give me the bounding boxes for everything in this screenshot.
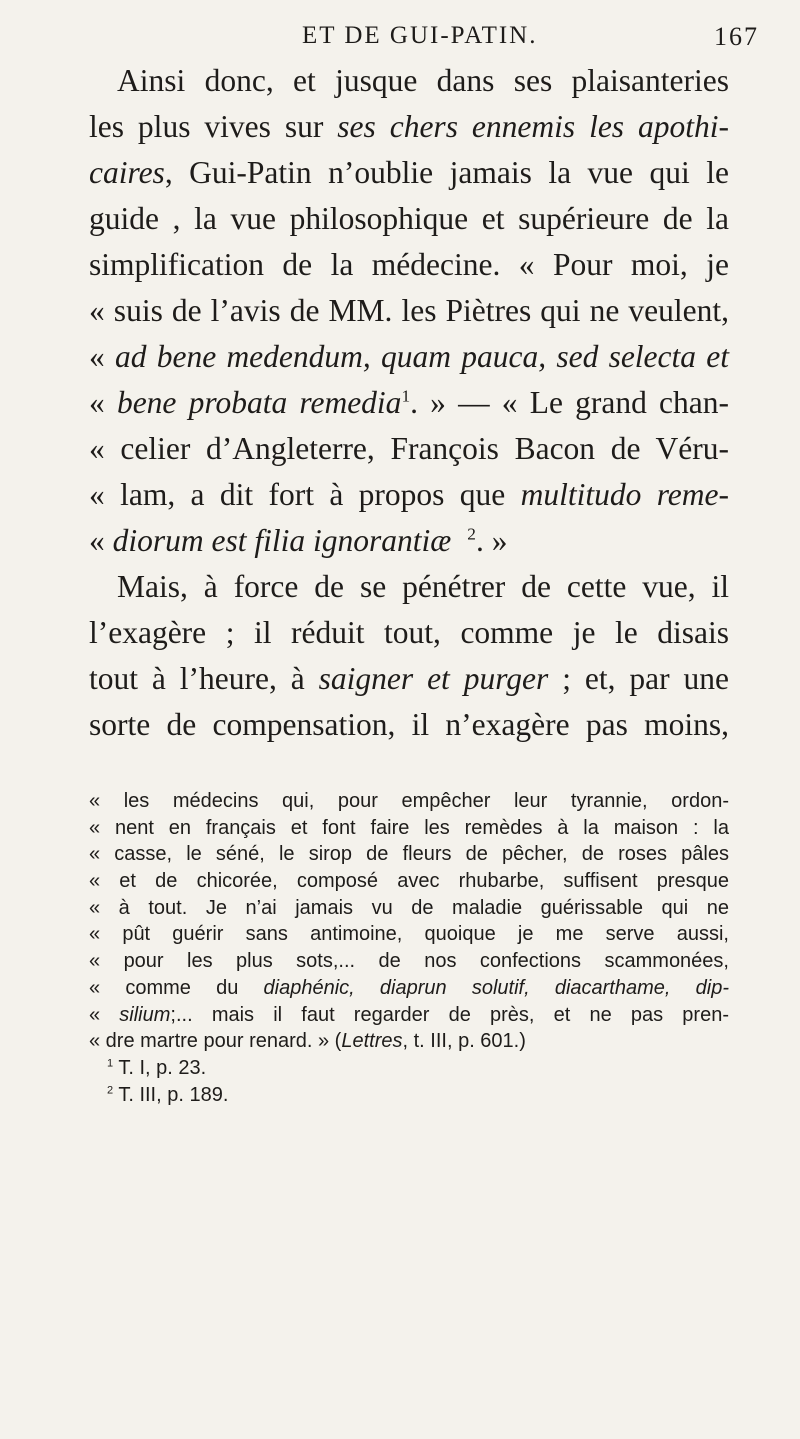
text-line: « ad bene medendum, quam pauca, sed selecta et: [89, 339, 729, 374]
text-line: Ainsi donc, et jusque dans ses plaisanteries: [117, 63, 729, 98]
note-line: « à tout. Je n’ai jamais vu de maladie guérissable qui ne: [89, 896, 729, 919]
text-line: simplification de la médecine. « Pour moi, je: [89, 247, 729, 282]
text-line: l’exagère ; il réduit tout, comme je le disais: [89, 615, 729, 650]
note-line: « pour les plus sots,... de nos confections scammonées,: [89, 950, 729, 973]
page-number: 167: [714, 22, 759, 51]
text-line: « diorum est filia ignorantiæ $^2$. »: [89, 523, 508, 558]
footnote-ref: 2: [467, 524, 476, 544]
note-line: « nent en français et font faire les remèdes à la maison : la: [89, 816, 729, 839]
footnote-2: $^2$ T. III, p. 189.: [107, 1083, 229, 1106]
text-line: Mais, à force de se pénétrer de cette vue, il: [117, 569, 729, 604]
text-line: les plus vives sur ses chers ennemis les apothi-: [89, 109, 729, 144]
text-line: tout à l’heure, à saigner et purger ; et, par une: [89, 661, 730, 696]
page-header: [0, 22, 800, 62]
footnote-mark: 1: [107, 1057, 114, 1070]
note-line: « silium;... mais il faut regarder de près, et ne pas pren-: [89, 1003, 729, 1026]
main-text: [89, 58, 729, 748]
note-line: « comme du diaphénic, diaprun solutif, diacarthame, dip-: [89, 976, 729, 999]
note-line: « dre martre pour renard. » (Lettres, t. III, p. 601.): [89, 1030, 526, 1053]
text-line: caires, Gui-Patin n’oublie jamais la vue qui le: [89, 155, 729, 190]
footnote-mark: 2: [107, 1083, 114, 1096]
text-line: « suis de l’avis de MM. les Piètres qui ne veulent,: [89, 293, 729, 328]
footnote-1: $^1$ T. I, p. 23.: [107, 1056, 207, 1079]
note-line: « casse, le séné, le sirop de fleurs de pêcher, de roses pâles: [89, 843, 729, 866]
text-line: guide , la vue philosophique et supérieure de la: [89, 201, 729, 236]
note-line: « et de chicorée, composé avec rhubarbe, suffisent presque: [89, 870, 729, 893]
text-line: « celier d’Angleterre, François Bacon de Véru-: [89, 431, 729, 466]
footnotes: [89, 788, 729, 1108]
note-line: « pût guérir sans antimoine, quoique je me serve aussi,: [89, 923, 729, 946]
text-line: sorte de compensation, il n’exagère pas moins,: [89, 707, 729, 742]
footnote-ref: 1: [401, 386, 411, 406]
text-line: « lam, a dit fort à propos que multitudo reme-: [89, 477, 729, 512]
note-line: « les médecins qui, pour empêcher leur tyrannie, ordon-: [89, 790, 729, 812]
running-title: ET DE GUI-PATIN.: [302, 22, 538, 49]
text-line: « bene probata remedia$^1$. » — « Le grand chan-: [89, 385, 729, 420]
